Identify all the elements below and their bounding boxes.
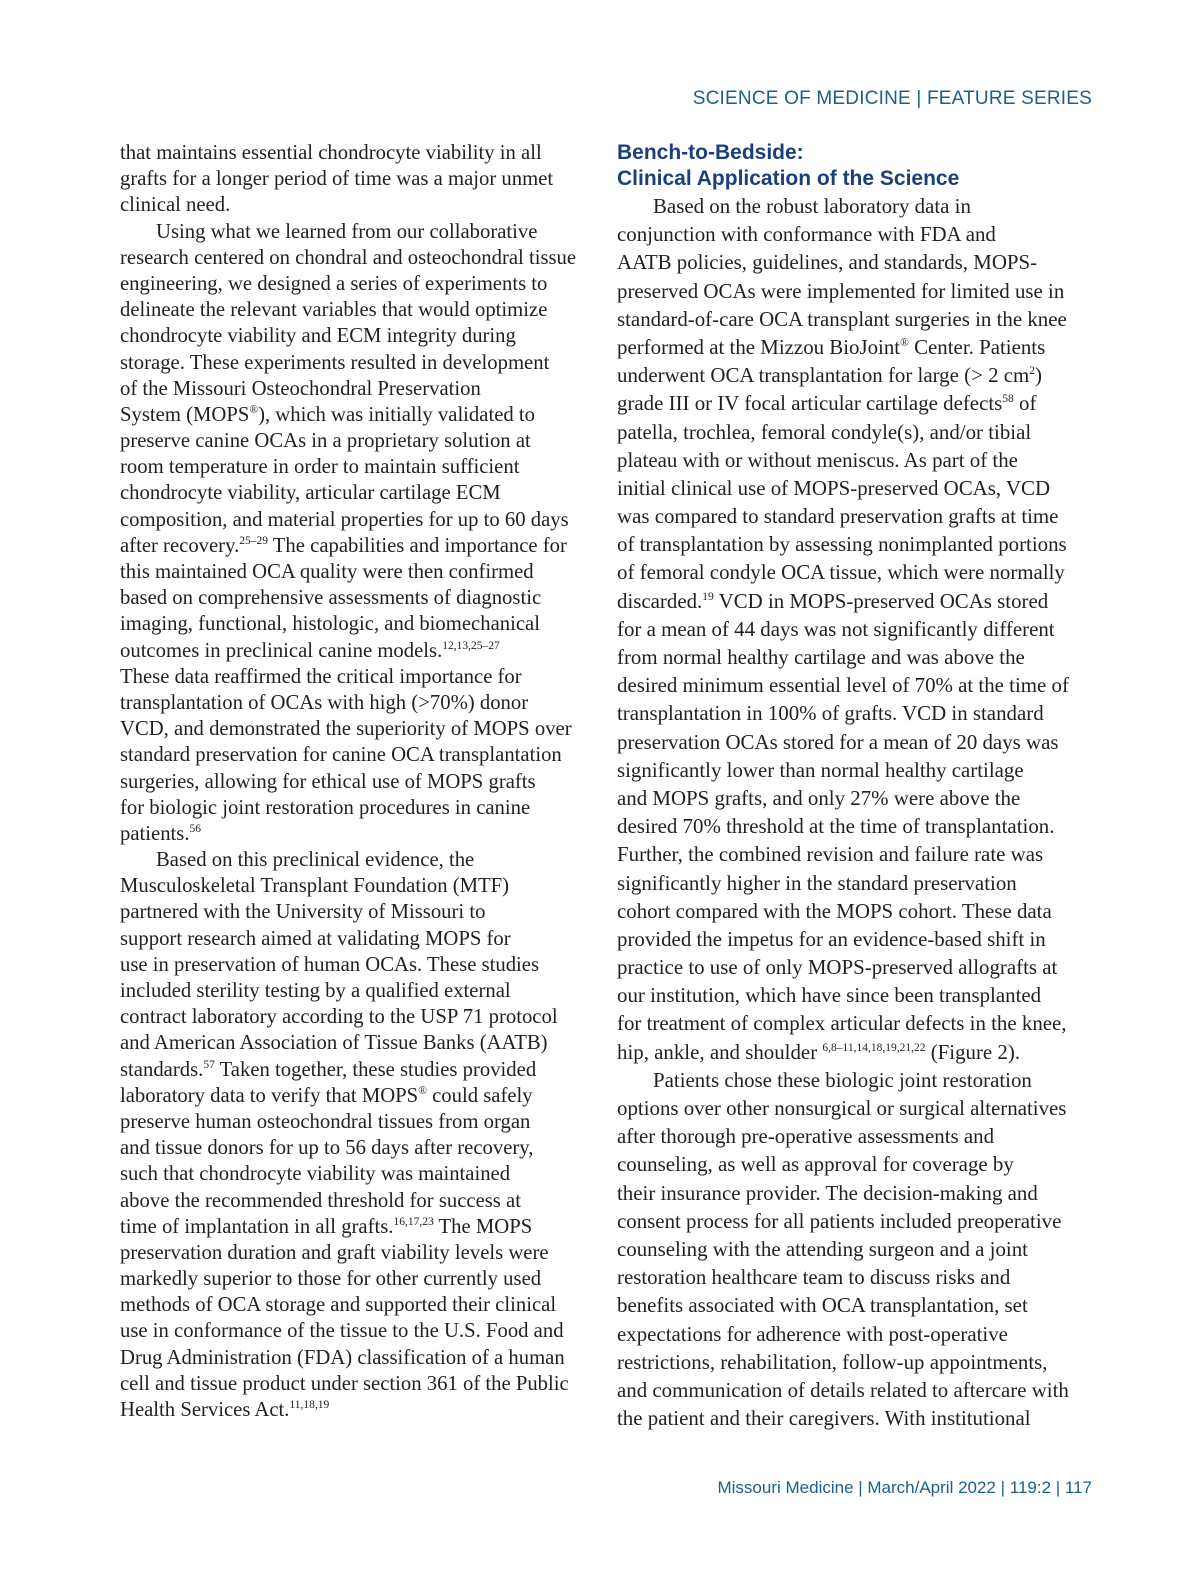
text-line: desired minimum essential level of 70% at the time of <box>617 673 1069 698</box>
text-line: standard preservation for canine OCA transplantation <box>120 744 562 767</box>
text-run: could safely <box>426 1084 533 1107</box>
text-line: preserve canine OCAs in a proprietary solution at <box>120 430 531 453</box>
text-line <box>120 402 602 428</box>
text-line: that maintains essential chondrocyte viability in all <box>120 142 542 164</box>
text-line: use in preservation of human OCAs. These studies <box>120 953 540 976</box>
text-line <box>617 333 1095 361</box>
text-line: standard-of-care OCA transplant surgeries in the knee <box>617 306 1067 331</box>
citation-superscript: 16,17,23 <box>393 1215 434 1228</box>
text-run: (Figure 2). <box>925 1039 1021 1064</box>
text-run: after recovery. <box>120 534 240 557</box>
exponent-superscript: 2 <box>1029 365 1036 378</box>
paragraph <box>120 847 602 1423</box>
text-run: underwent OCA transplantation for large (> 2 cm <box>617 363 1030 388</box>
text-line: chondrocyte viability, articular cartilage ECM <box>120 482 501 505</box>
text-line: for treatment of complex articular defects in the knee, <box>617 1011 1067 1036</box>
text-line: Using what we learned from our collaborative <box>156 220 538 243</box>
text-line: research centered on chondral and osteochondral tissue <box>120 246 577 269</box>
text-line: grafts for a longer period of time was a major unmet <box>120 168 554 191</box>
text-line: for a mean of 44 days was not significantly different <box>617 616 1055 641</box>
registered-mark: ® <box>249 403 259 416</box>
text-line: significantly lower than normal healthy cartilage <box>617 757 1024 782</box>
text-line: cohort compared with the MOPS cohort. These data <box>617 898 1052 923</box>
text-line: composition, and material properties for up to 60 days <box>120 508 569 531</box>
text-line: partnered with the University of Missouri to <box>120 901 486 924</box>
text-line: room temperature in order to maintain sufficient <box>120 456 520 479</box>
citation-superscript: 19 <box>702 590 714 603</box>
text-line: preservation OCAs stored for a mean of 20 days was <box>617 729 1059 754</box>
citation-superscript: 11,18,19 <box>289 1399 330 1412</box>
text-line: counseling with the attending surgeon and a joint <box>617 1236 1028 1261</box>
text-line: and communication of details related to aftercare with <box>617 1377 1069 1402</box>
text-run: of <box>1013 391 1037 416</box>
text-line: transplantation in 100% of grafts. VCD in standard <box>617 701 1044 726</box>
text-line: These data reaffirmed the critical importance for <box>120 665 522 688</box>
text-line: restrictions, rehabilitation, follow-up appointments, <box>617 1349 1048 1374</box>
text-line <box>617 389 1095 417</box>
text-line: Drug Administration (FDA) classification of a human <box>120 1346 565 1369</box>
text-line: patella, trochlea, femoral condyle(s), and/or tibial <box>617 419 1032 444</box>
text-line: chondrocyte viability and ECM integrity during <box>120 325 516 348</box>
text-run: VCD in MOPS-preserved OCAs stored <box>713 588 1049 613</box>
text-line: storage. These experiments resulted in development <box>120 351 550 374</box>
text-line: significantly higher in the standard preservation <box>617 870 1017 895</box>
text-line: and tissue donors for up to 56 days after recovery, <box>120 1137 534 1160</box>
text-line: initial clinical use of MOPS-preserved OCAs, VCD <box>617 475 1051 500</box>
text-line: Further, the combined revision and failure rate was <box>617 842 1044 867</box>
text-line <box>120 1214 602 1240</box>
citation-superscript: 25–29 <box>239 534 268 547</box>
paragraph <box>617 1066 1095 1432</box>
text-line: desired 70% threshold at the time of transplantation. <box>617 814 1055 839</box>
text-run: laboratory data to verify that MOPS <box>120 1084 419 1107</box>
citation-superscript: 58 <box>1002 393 1014 406</box>
text-line: VCD, and demonstrated the superiority of MOPS over <box>120 718 572 741</box>
text-line: and MOPS grafts, and only 27% were above the <box>617 785 1021 810</box>
text-line: Patients chose these biologic joint restoration <box>653 1067 1032 1092</box>
text-line: included sterility testing by a qualified external <box>120 980 511 1002</box>
citation-superscript: 12,13,25–27 <box>442 639 500 652</box>
text-line: benefits associated with OCA transplantation, set <box>617 1293 1028 1318</box>
text-line: contract laboratory according to the USP 71 protocol <box>120 1006 558 1029</box>
text-line: and American Association of Tissue Banks (AATB) <box>120 1032 548 1055</box>
text-line: transplantation of OCAs with high (>70%) donor <box>120 691 529 714</box>
text-run: System (MOPS <box>120 403 250 426</box>
text-line: their insurance provider. The decision-making and <box>617 1180 1038 1205</box>
text-line <box>120 1083 602 1109</box>
text-line: conjunction with conformance with FDA and <box>617 222 996 247</box>
text-line <box>120 821 602 847</box>
text-line <box>120 638 602 664</box>
paragraph <box>120 219 602 848</box>
text-run: performed at the Mizzou BioJoint <box>617 334 901 359</box>
text-run: discarded. <box>617 588 703 613</box>
text-run: hip, ankle, and shoulder <box>617 1039 823 1064</box>
text-line: this maintained OCA quality were then confirmed <box>120 561 534 583</box>
text-line: preserve human osteochondral tissues from organ <box>120 1110 531 1133</box>
registered-mark: ® <box>418 1084 427 1097</box>
text-line: counseling, as well as approval for coverage by <box>617 1152 1014 1177</box>
text-run: The capabilities and importance for <box>268 534 567 557</box>
text-line: engineering, we designed a series of experiments to <box>120 272 548 295</box>
text-line: support research aimed at validating MOPS for <box>120 927 511 950</box>
text-line: above the recommended threshold for success at <box>120 1189 521 1212</box>
text-line: markedly superior to those for other currently used <box>120 1268 542 1291</box>
text-line: Based on this preclinical evidence, the <box>156 849 475 872</box>
right-column <box>617 140 1095 1432</box>
text-run: ), which was initially validated to <box>258 403 535 426</box>
text-line: of transplantation by assessing nonimplanted portions <box>617 532 1067 557</box>
text-line: clinical need. <box>120 194 231 217</box>
registered-mark: ® <box>900 336 909 349</box>
text-line: from normal healthy cartilage and was above the <box>617 645 1025 669</box>
running-head: SCIENCE OF MEDICINE | FEATURE SERIES <box>692 88 1092 109</box>
text-line: our institution, which have since been transplanted <box>617 983 1042 1008</box>
text-line: restoration healthcare team to discuss risks and <box>617 1265 1011 1290</box>
text-line <box>120 533 602 559</box>
text-line: AATB policies, guidelines, and standards, MOPS- <box>617 250 1038 275</box>
text-line: methods of OCA storage and supported their clinical <box>120 1294 557 1317</box>
section-heading-line: Clinical Application of the Science <box>617 167 960 190</box>
text-line: cell and tissue product under section 361 of the Public <box>120 1372 569 1395</box>
text-run: Taken together, these studies provided <box>214 1058 537 1081</box>
text-line: delineate the relevant variables that would optimize <box>120 299 548 322</box>
text-run: grade III or IV focal articular cartilage defects <box>617 391 1003 416</box>
text-line: was compared to standard preservation grafts at time <box>617 504 1059 529</box>
text-line: imaging, functional, histologic, and biomechanical <box>120 613 540 636</box>
text-line: practice to use of only MOPS-preserved allografts at <box>617 955 1058 980</box>
citation-superscript: 6,8–11,14,18,19,21,22 <box>822 1041 926 1054</box>
text-line: surgeries, allowing for ethical use of MOPS grafts <box>120 770 536 793</box>
text-line <box>617 361 1095 389</box>
text-line <box>617 1038 1095 1066</box>
text-line: consent process for all patients included preoperative <box>617 1208 1062 1233</box>
text-run: patients. <box>120 822 190 845</box>
text-line: preservation duration and graft viability levels were <box>120 1241 549 1264</box>
section-heading-line: Bench-to-Bedside: <box>617 141 804 164</box>
text-line: provided the impetus for an evidence-based shift in <box>617 926 1046 951</box>
text-line: for biologic joint restoration procedures in canine <box>120 796 531 819</box>
text-line <box>617 587 1095 615</box>
text-line: after thorough pre-operative assessments and <box>617 1124 995 1149</box>
text-run: outcomes in preclinical canine models. <box>120 639 443 662</box>
paragraph <box>617 192 1095 1066</box>
citation-superscript: 57 <box>203 1058 215 1071</box>
text-line: preserved OCAs were implemented for limited use in <box>617 278 1065 303</box>
text-line: Musculoskeletal Transplant Foundation (MTF) <box>120 875 510 898</box>
text-line: such that chondrocyte viability was maintained <box>120 1163 511 1186</box>
text-line: options over other nonsurgical or surgical alternatives <box>617 1096 1067 1120</box>
text-run: Health Services Act. <box>120 1399 290 1421</box>
citation-superscript: 56 <box>189 822 202 835</box>
paragraph <box>120 140 602 219</box>
text-run: Center. Patients <box>908 334 1046 359</box>
text-line: use in conformance of the tissue to the U.S. Food and <box>120 1320 564 1343</box>
text-line <box>120 1397 602 1423</box>
text-run: The MOPS <box>433 1215 533 1238</box>
text-line: plateau with or without meniscus. As part of the <box>617 447 1018 472</box>
text-run: time of implantation in all grafts. <box>120 1215 394 1238</box>
text-run: ) <box>1035 363 1042 388</box>
section-heading <box>617 140 1095 192</box>
text-line: expectations for adherence with post-operative <box>617 1321 1008 1346</box>
page-footer: Missouri Medicine | March/April 2022 | 119:2 | 117 <box>717 1478 1092 1497</box>
left-column <box>120 140 602 1423</box>
text-line: of the Missouri Osteochondral Preservation <box>120 377 481 400</box>
text-line <box>120 1057 602 1083</box>
text-line: Based on the robust laboratory data in <box>653 194 971 218</box>
text-run: standards. <box>120 1058 204 1081</box>
text-line: based on comprehensive assessments of diagnostic <box>120 587 542 610</box>
text-line: of femoral condyle OCA tissue, which were normally <box>617 560 1065 585</box>
text-line: the patient and their caregivers. With institutional <box>617 1406 1031 1431</box>
